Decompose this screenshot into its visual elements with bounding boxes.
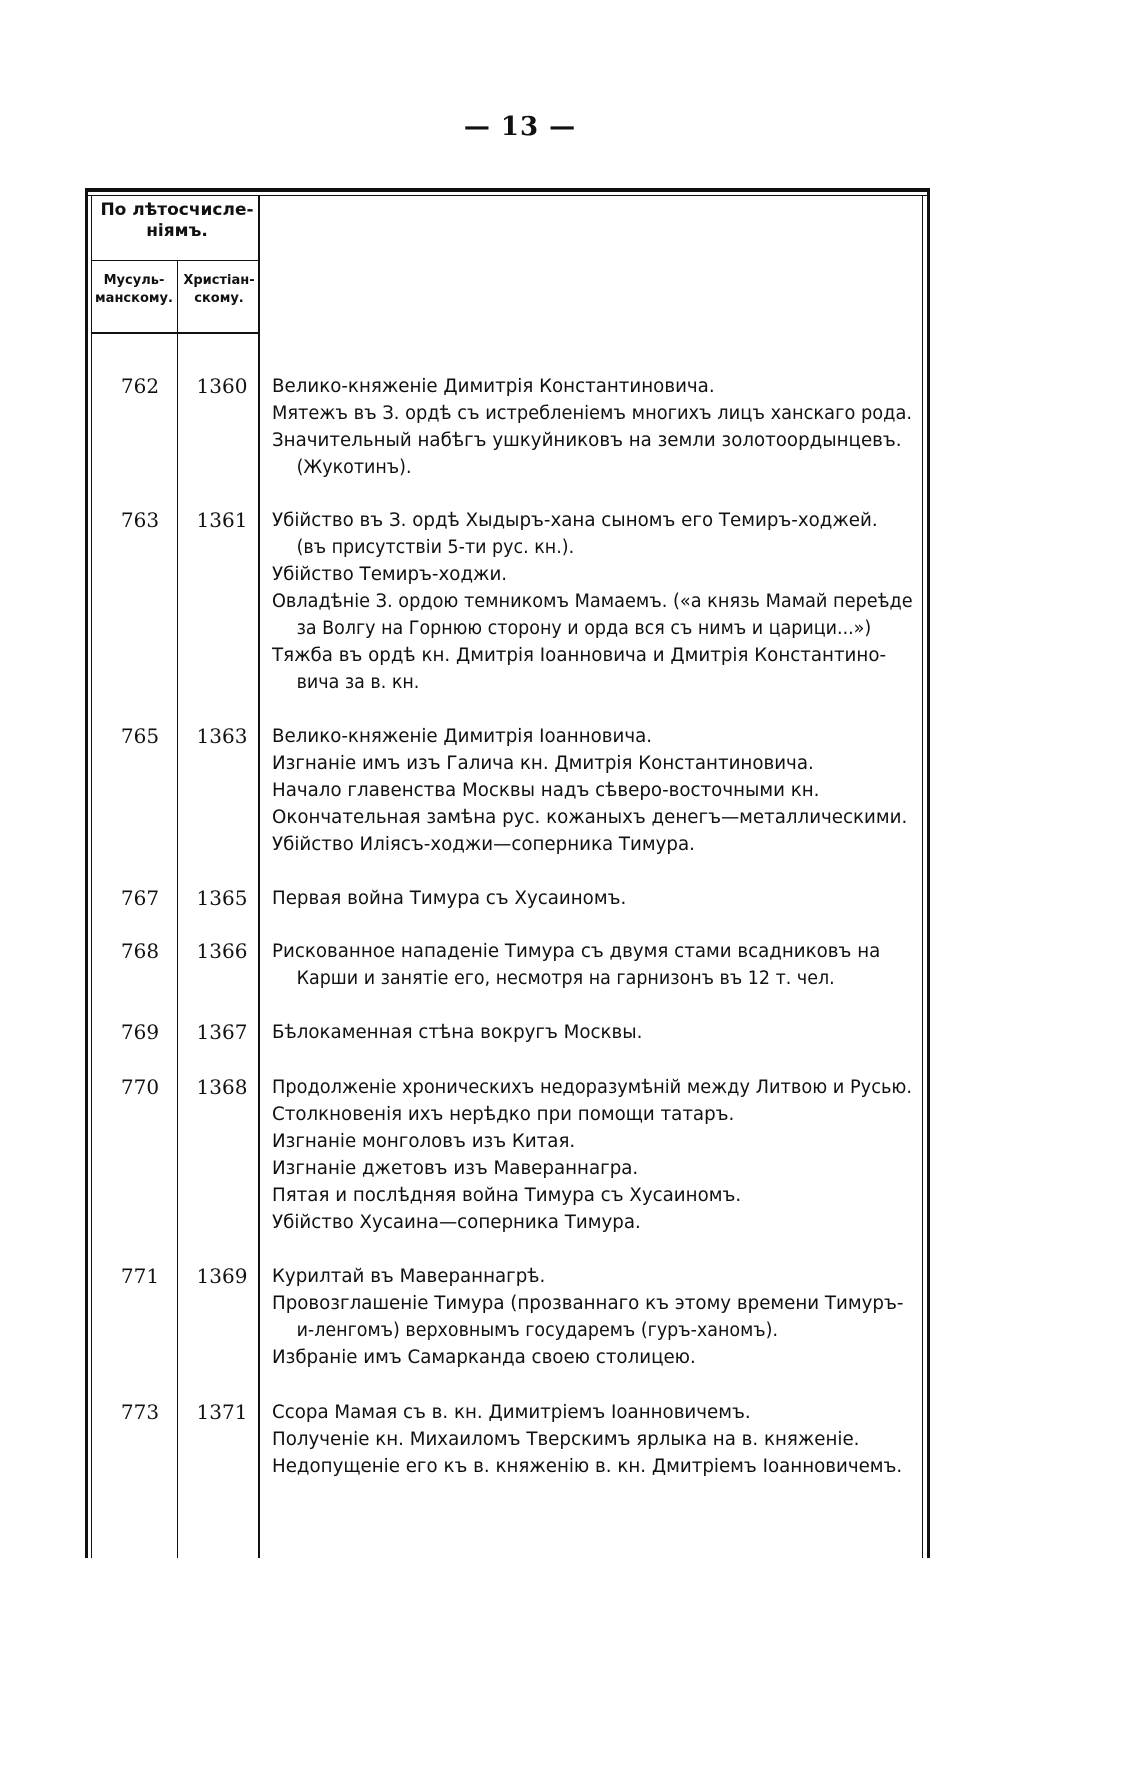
entry-text [272, 1074, 922, 1236]
entry-text [272, 373, 922, 481]
entry-ad-year: 1371 [196, 1400, 248, 1424]
entry-line: Мятежъ въ З. ордѣ съ истребленіемъ многихъ лицъ ханскаго рода. [272, 403, 913, 424]
entry-text [272, 1399, 922, 1480]
entry-line: Убійство Темиръ-ходжи. [272, 564, 508, 585]
entry-hijri-year: 770 [120, 1075, 160, 1099]
entry-line: Продолженіе хроническихъ недоразумѣній между Литвою и Русью. [272, 1077, 913, 1098]
entry-line: Пятая и послѣдняя война Тимура съ Хусаиномъ. [272, 1185, 742, 1206]
entry-line: (Жукотинъ). [296, 457, 412, 478]
column-header-christian: Христіан- скому. [183, 273, 255, 306]
entry-line: Недопущеніе его къ в. княженію в. кн. Дмитріемъ Іоанновичемъ. [272, 1456, 903, 1477]
entry-ad-year: 1360 [196, 374, 248, 398]
entry-line: Овладѣніе З. ордою темникомъ Мамаемъ. («а князь Мамай переѣде [272, 591, 913, 612]
entry-line: Окончательная замѣна рус. кожаныхъ денегъ—металлическими. [272, 807, 908, 828]
entry-ad-year: 1361 [196, 508, 248, 532]
entry-hijri-year: 773 [120, 1400, 160, 1424]
year-text-divider [258, 195, 260, 1558]
entry-text [272, 1263, 922, 1371]
entry-line: Столкновенія ихъ нерѣдко при помощи татаръ. [272, 1104, 735, 1125]
entry-hijri-year: 765 [120, 724, 160, 748]
entry-line: Избраніе имъ Самарканда своею столицею. [272, 1347, 696, 1368]
entry-line: Курилтай въ Мавераннагрѣ. [272, 1266, 546, 1287]
entry-line: (въ присутствіи 5-ти рус. кн.). [296, 537, 575, 558]
frame-right-outer [927, 188, 930, 1558]
header-subdivider [92, 260, 258, 261]
frame-left-outer [85, 188, 88, 1558]
entry-line: Бѣлокаменная стѣна вокругъ Москвы. [272, 1022, 643, 1043]
frame-left-inner [91, 195, 92, 1558]
entry-line: Значительный набѣгъ ушкуйниковъ на земли золотоордынцевъ. [272, 430, 902, 451]
entry-ad-year: 1365 [196, 886, 248, 910]
entry-line: вича за в. кн. [296, 672, 420, 693]
frame-right-inner [922, 195, 923, 1558]
entry-line: Убійство Иліясъ-ходжи—соперника Тимура. [272, 834, 695, 855]
entry-text [272, 885, 922, 912]
entry-hijri-year: 769 [120, 1020, 160, 1044]
entry-line: Начало главенства Москвы надъ сѣверо-восточными кн. [272, 780, 820, 801]
column-header-title: По лѣтосчисле- ніямъ. [100, 200, 254, 241]
entry-line: Изгнаніе имъ изъ Галича кн. Дмитрія Константиновича. [272, 753, 814, 774]
entry-line: Велико-княженіе Димитрія Іоанновича. [272, 726, 653, 747]
entry-line: Полученіе кн. Михаиломъ Тверскимъ ярлыка на в. княженіе. [272, 1429, 860, 1450]
entry-line: Изгнаніе джетовъ изъ Мавераннагра. [272, 1158, 639, 1179]
entry-text [272, 938, 922, 992]
entry-line: Первая война Тимура съ Хусаиномъ. [272, 888, 627, 909]
entry-ad-year: 1367 [196, 1020, 248, 1044]
entry-line: и-ленгомъ) верховнымъ государемъ (гуръ-ханомъ). [296, 1320, 779, 1341]
entry-line: Убійство Хусаина—соперника Тимура. [272, 1212, 641, 1233]
entry-ad-year: 1368 [196, 1075, 248, 1099]
entry-line: Велико-княженіе Димитрія Константиновича. [272, 376, 715, 397]
column-header-muslim: Мусуль- манскому. [95, 273, 173, 306]
entry-hijri-year: 767 [120, 886, 160, 910]
entry-hijri-year: 763 [120, 508, 160, 532]
entry-line: Тяжба въ ордѣ кн. Дмитрія Іоанновича и Дмитрія Константино- [272, 645, 887, 666]
entry-text [272, 723, 922, 858]
entry-line: Изгнаніе монголовъ изъ Китая. [272, 1131, 576, 1152]
entry-line: Ссора Мамая съ в. кн. Димитріемъ Іоанновичемъ. [272, 1402, 751, 1423]
frame-top-outer [85, 188, 930, 192]
entry-line: за Волгу на Горнюю сторону и орда вся съ нимъ и царици...») [296, 618, 872, 639]
entry-line: Рискованное нападеніе Тимура съ двумя стами всадниковъ на [272, 941, 881, 962]
entry-line: Карши и занятіе его, несмотря на гарнизонъ въ 12 т. чел. [296, 968, 835, 989]
entry-ad-year: 1369 [196, 1264, 248, 1288]
entry-text [272, 1019, 922, 1046]
frame-top-inner [85, 195, 930, 196]
page-number: — 13 — [463, 112, 577, 142]
entry-ad-year: 1366 [196, 939, 248, 963]
entry-hijri-year: 762 [120, 374, 160, 398]
entry-hijri-year: 771 [120, 1264, 160, 1288]
header-bottom-rule [92, 332, 258, 334]
entry-line: Провозглашеніе Тимура (прозваннаго къ этому времени Тимуръ- [272, 1293, 904, 1314]
entry-hijri-year: 768 [120, 939, 160, 963]
entry-ad-year: 1363 [196, 724, 248, 748]
entry-line: Убійство въ З. ордѣ Хыдыръ-хана сыномъ его Темиръ-ходжей. [272, 510, 878, 531]
entry-text [272, 507, 922, 696]
